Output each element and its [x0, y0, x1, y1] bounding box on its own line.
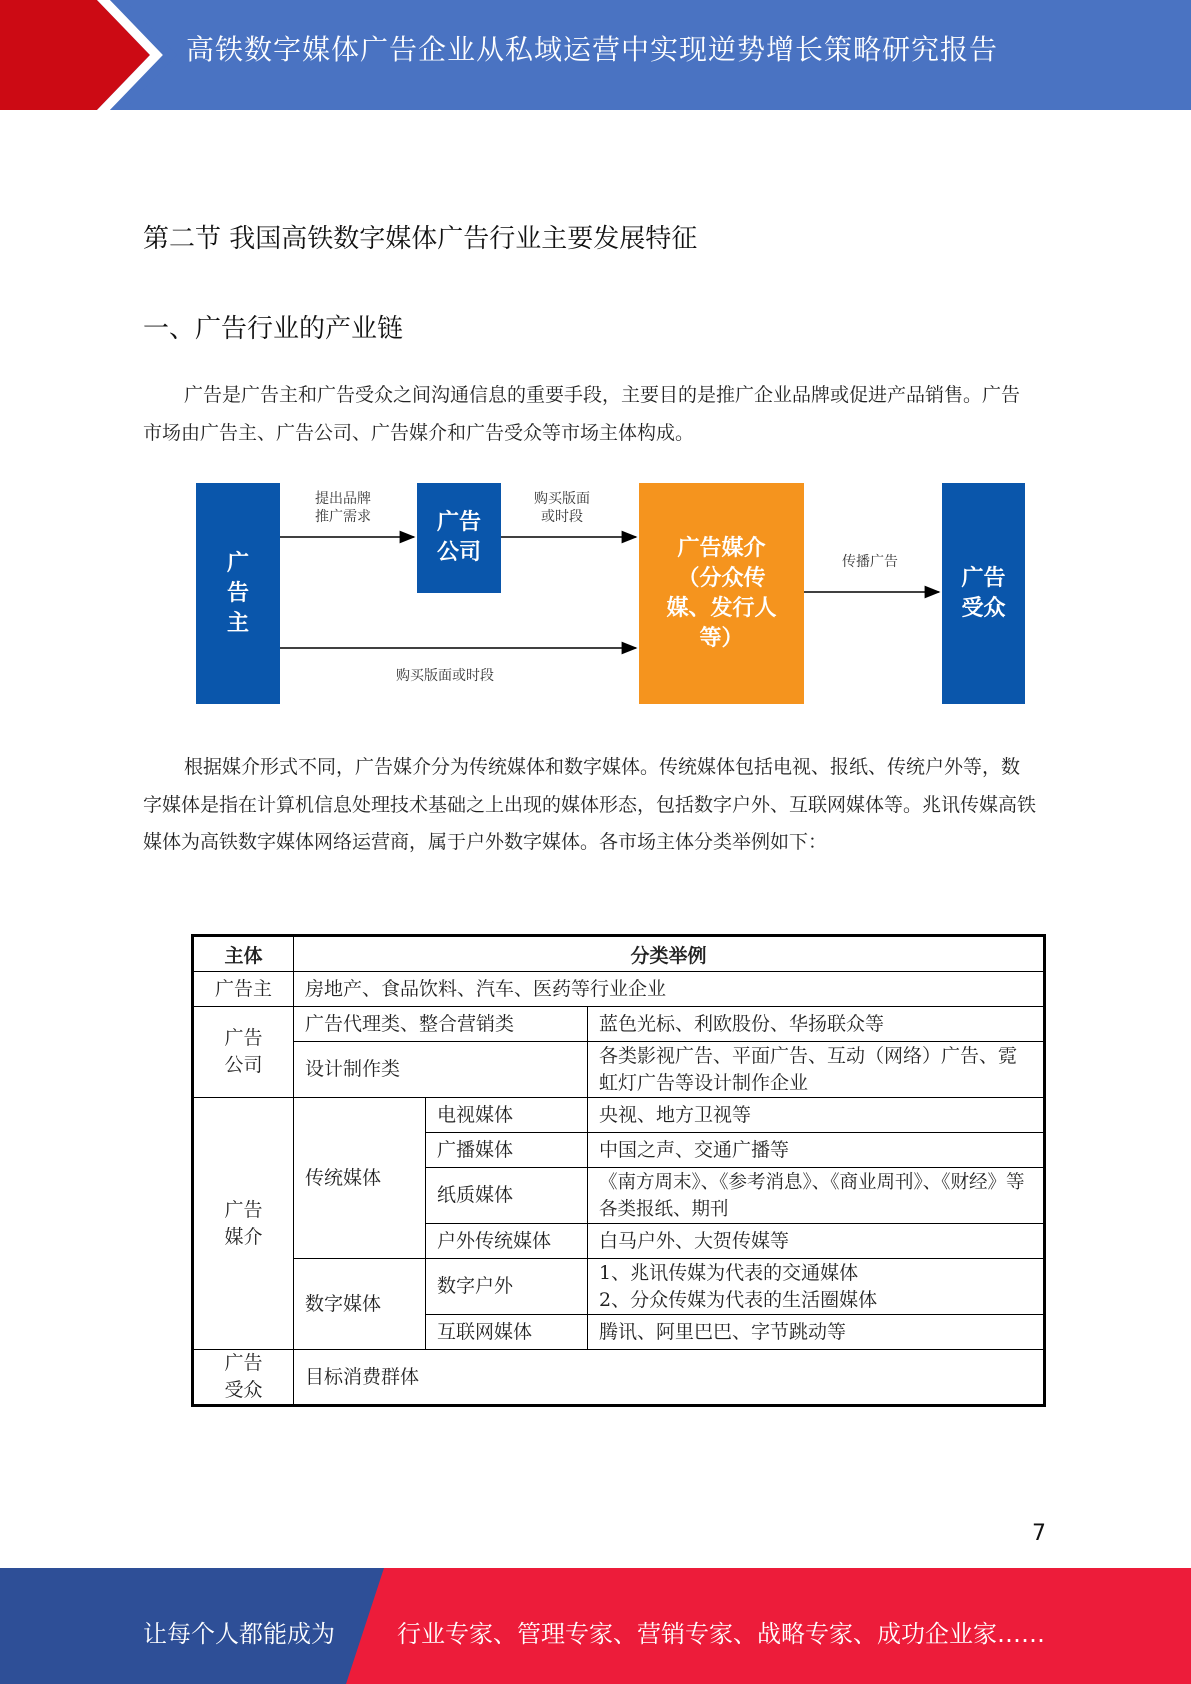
table-row: [193, 1098, 1045, 1133]
agency-examples: 蓝色光标、利欧股份、华扬联众等: [588, 1007, 1045, 1042]
row-label-advertiser: 广告主: [193, 972, 294, 1007]
header-subject: 主体: [193, 936, 294, 972]
audience-examples: 目标消费群体: [294, 1350, 1045, 1406]
agency-label: 广告公司: [436, 510, 481, 565]
row-label-media: 广告媒介: [193, 1098, 294, 1350]
audience-label: 广告受众: [961, 565, 1006, 621]
sub-heading: 一、广告行业的产业链: [143, 314, 404, 344]
row-label-agency: 广告公司: [193, 1007, 294, 1098]
media-examples: 中国之声、交通广播等: [588, 1133, 1045, 1168]
report-title: 高铁数字媒体广告企业从私域运营中实现逆势增长策略研究报告: [186, 33, 999, 66]
footer-slogan-lead: 让每个人都能成为: [143, 1620, 335, 1648]
table-row: [193, 1259, 1045, 1315]
media-subtype: 广播媒体: [426, 1133, 588, 1168]
digital-outdoor-example-1: 1、兆讯传媒为代表的交通媒体: [599, 1261, 859, 1284]
media-subtype: 数字户外: [426, 1259, 588, 1315]
media-examples: [588, 1259, 1045, 1315]
traditional-media-label: 传统媒体: [294, 1098, 426, 1259]
media-types-paragraph: 根据媒介形式不同，广告媒介分为传统媒体和数字媒体。传统媒体包括电视、报纸、传统户外等，数字媒体是指在计算机信息处理技术基础之上出现的媒体形态，包括数字户外、互联网媒体等。兆讯传媒高铁媒体为高铁数字媒体网络运营商，属于户外数字媒体。各市场主体分类举例如下：: [143, 756, 1037, 853]
digital-outdoor-example-2: 2、分众传媒为代表的生活圈媒体: [599, 1288, 878, 1311]
header-examples: 分类举例: [294, 936, 1045, 972]
agency-box: [417, 483, 501, 593]
edge-label-promotion-demand: 提出品牌 推广需求: [315, 491, 371, 525]
media-label: 广告媒介（分众传媒、发行人等）: [666, 535, 777, 651]
table-row: [193, 1007, 1045, 1042]
intro-paragraph: 广告是广告主和广告受众之间沟通信息的重要手段，主要目的是推广企业品牌或促进产品销售。广告市场由广告主、广告公司、广告媒介和广告受众等市场主体构成。: [143, 384, 1021, 444]
footer-slogan-tail: 行业专家、管理专家、营销专家、战略专家、成功企业家……: [397, 1620, 1045, 1648]
media-examples: 腾讯、阿里巴巴、字节跳动等: [588, 1315, 1045, 1350]
table-row: [193, 1042, 1045, 1098]
advertiser-box: [196, 483, 280, 704]
media-box: [639, 483, 804, 704]
audience-box: [942, 483, 1025, 704]
row-label-audience: 广告受众: [193, 1350, 294, 1406]
agency-type: 广告代理类、整合营销类: [294, 1007, 588, 1042]
digital-media-label: 数字媒体: [294, 1259, 426, 1350]
page-number: 7: [1032, 1521, 1046, 1546]
edge-label-buy-space-bottom: 购买版面或时段: [396, 668, 494, 684]
media-examples: 《南方周末》、《参考消息》、《商业周刊》、《财经》等各类报纸、期刊: [588, 1168, 1045, 1224]
media-subtype: 互联网媒体: [426, 1315, 588, 1350]
market-subject-table: [191, 934, 1046, 1407]
edge-label-buy-space-top: 购买版面 或时段: [534, 491, 590, 525]
media-subtype: 户外传统媒体: [426, 1224, 588, 1259]
section-heading: 第二节 我国高铁数字媒体广告行业主要发展特征: [143, 224, 698, 254]
media-examples: 央视、地方卫视等: [588, 1098, 1045, 1133]
report-header: [0, 0, 1191, 110]
agency-type: 设计制作类: [294, 1042, 588, 1098]
table-header-row: [193, 936, 1045, 972]
advertiser-examples: 房地产、食品饮料、汽车、医药等行业企业: [294, 972, 1045, 1007]
edge-label-broadcast: 传播广告: [842, 554, 898, 570]
media-subtype: 电视媒体: [426, 1098, 588, 1133]
table-row: [193, 972, 1045, 1007]
table-row: [193, 1350, 1045, 1406]
media-examples: 白马户外、大贺传媒等: [588, 1224, 1045, 1259]
advertiser-label: 广告主: [226, 550, 249, 636]
media-subtype: 纸质媒体: [426, 1168, 588, 1224]
agency-examples: 各类影视广告、平面广告、互动（网络）广告、霓虹灯广告等设计制作企业: [588, 1042, 1045, 1098]
